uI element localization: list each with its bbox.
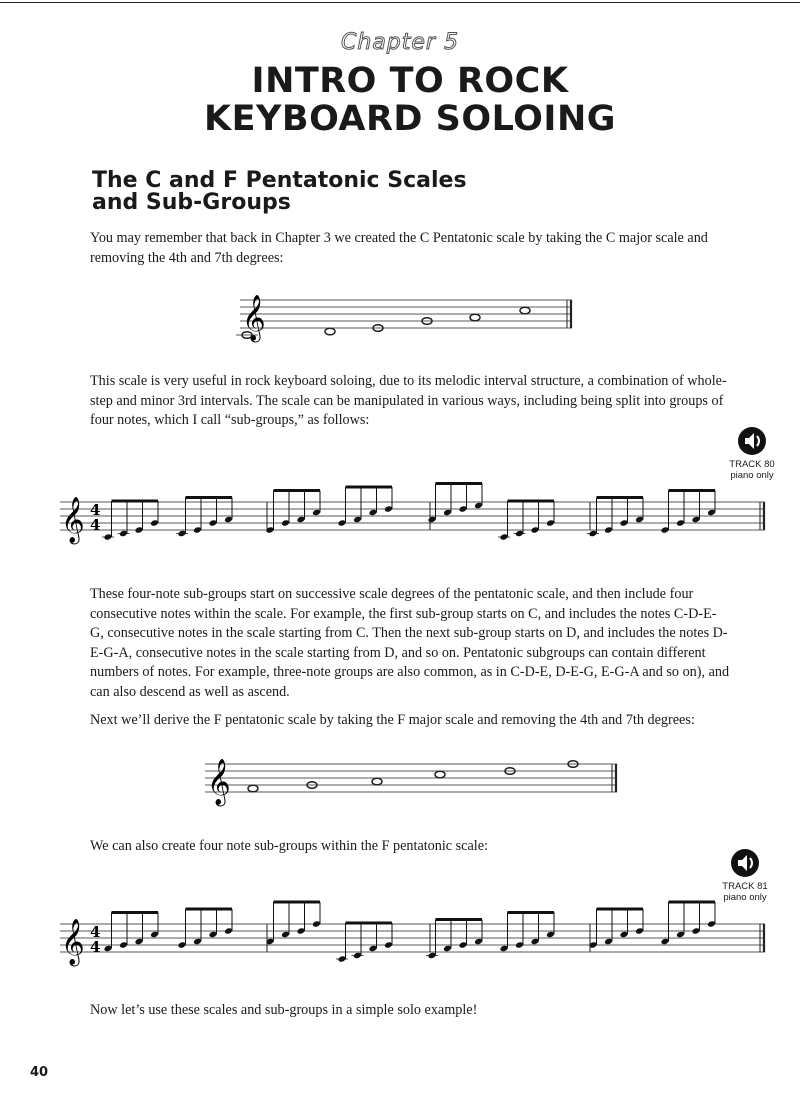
paragraph-subgroups-explained: These four-note sub-groups start on successive scale degrees of the pentatonic scale, and then include four consecutive notes within the scale. For example, the first sub-group starts on C, and includes the notes C-D-E-G, consecutive notes in the scale starting from C. Then the next sub-group starts on D, and includes the notes D-E-G-A, consecutive notes in the scale starting from D, and so on. Pentatonic subgroups can contain different numbers of notes. For example, three-note groups are also common, as in C-D-E, D-E-G, E-G-A and so on), and can also descend as well as ascend. — [90, 586, 730, 700]
time-signature-bottom: 4 — [90, 516, 101, 534]
paragraph-f-subgroups: We can also create four note sub-groups within the F pentatonic scale: — [90, 838, 488, 854]
top-rule — [0, 2, 800, 3]
audio-track-icon — [737, 426, 767, 456]
time-signature-top: 4 — [90, 923, 101, 941]
c-subgroups-staff — [60, 490, 770, 550]
track-81-badge — [705, 848, 785, 903]
time-signature-top: 4 — [90, 501, 101, 519]
track-number: TRACK 81 — [722, 881, 768, 892]
track-note: piano only — [730, 470, 774, 481]
note-a — [470, 314, 480, 321]
treble-clef-icon: 𝄞 — [207, 759, 231, 805]
note-c — [435, 771, 445, 778]
time-signature-bottom: 4 — [90, 938, 101, 956]
chapter-title-line-2: KEYBOARD SOLOING — [204, 99, 616, 139]
track-note: piano only — [723, 892, 767, 903]
note-c-high — [520, 307, 530, 314]
paragraph-intro: You may remember that back in Chapter 3 we created the C Pentatonic scale by taking the C major scale and removing the 4th and 7th degrees: — [90, 230, 708, 266]
chapter-title — [0, 62, 800, 138]
treble-clef-icon: 𝄞 — [242, 295, 266, 341]
treble-clef-icon: 𝄞 — [61, 497, 85, 543]
note-d — [325, 328, 335, 335]
section-heading-line-2: and Sub-Groups — [92, 190, 291, 215]
audio-track-icon — [730, 848, 760, 878]
chapter-title-line-1: INTRO TO ROCK — [251, 61, 569, 101]
scale-notes — [236, 307, 530, 338]
f-pentatonic-scale-staff — [205, 756, 625, 806]
paragraph-f-pentatonic: Next we’ll derive the F pentatonic scale by taking the F major scale and removing the 4th and 7th degrees: — [90, 712, 695, 728]
f-subgroups-staff — [60, 912, 770, 972]
treble-clef-icon: 𝄞 — [61, 919, 85, 965]
note-a — [372, 778, 382, 785]
c-pentatonic-scale-staff — [240, 290, 580, 350]
chapter-label: Chapter 5 — [341, 30, 459, 55]
track-number: TRACK 80 — [729, 459, 775, 470]
paragraph-closing: Now let’s use these scales and sub-groups in a simple solo example! — [90, 1002, 478, 1018]
page-number: 40 — [30, 1065, 49, 1080]
scale-notes — [248, 761, 578, 792]
track-80-badge — [712, 426, 792, 481]
section-heading — [92, 170, 467, 214]
section-heading-line-1: The C and F Pentatonic Scales — [92, 168, 467, 193]
note-f — [248, 785, 258, 792]
paragraph-scale-usage: This scale is very useful in rock keyboard soloing, due to its melodic interval structure, a combination of whole-step and minor 3rd intervals. The scale can be manipulated in various ways, including being split into groups of four notes, which I call “sub-groups,” as follows: — [90, 373, 727, 428]
